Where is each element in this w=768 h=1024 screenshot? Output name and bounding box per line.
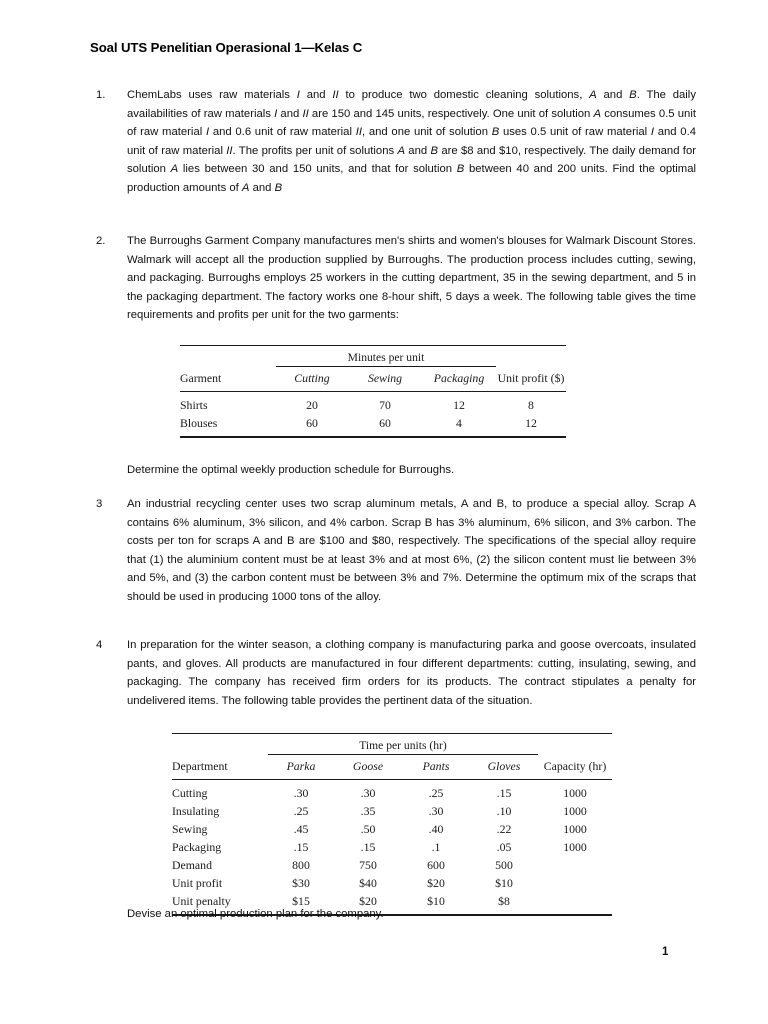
row-label-packaging: Packaging	[172, 840, 222, 854]
cell-insulating-pants: .30	[428, 804, 444, 818]
item-number: 3	[96, 498, 103, 510]
cell-unit-penalty-pants: $10	[402, 893, 470, 916]
cell-unit-penalty-goose: $20	[334, 893, 402, 916]
empty-cell	[180, 346, 276, 367]
cell-sewing-parka: .45	[293, 822, 309, 836]
table-row	[180, 392, 566, 415]
item-number: 4	[96, 639, 103, 651]
cell-unit-penalty-parka: $15	[268, 893, 334, 916]
empty-cell	[538, 734, 612, 755]
row-label-insulating: Insulating	[172, 804, 220, 818]
cell-demand-pants: 600	[427, 858, 445, 872]
row-label-sewing: Sewing	[172, 822, 208, 836]
cell-insulating-parka: .25	[293, 804, 309, 818]
cell-unit-profit-parka: $30	[292, 876, 310, 890]
row-label-demand: Demand	[172, 858, 212, 872]
cell-blouses-packaging: 4	[422, 415, 496, 438]
column-header-garment: Garment	[180, 367, 276, 392]
column-header-packaging: Packaging	[422, 367, 496, 392]
question-item-2	[96, 232, 696, 325]
cell-packaging-pants: .1	[431, 840, 441, 854]
table-group-header-row	[180, 346, 566, 367]
cell-demand-capacity	[538, 857, 612, 875]
column-header-parka: Parka	[268, 755, 334, 780]
cell-packaging-capacity: 1000	[563, 840, 587, 854]
item-number: 1.	[96, 89, 106, 101]
cell-sewing-goose: .50	[360, 822, 376, 836]
page-number: 1	[662, 946, 669, 958]
cell-demand-goose: 750	[359, 858, 377, 872]
question-item-1	[96, 86, 696, 198]
item-text: The Burroughs Garment Company manufactures men's shirts and women's blouses for Walmark Discount Stores. Walmark will accept all the production supplied by Burroughs. The production process includes cutting, sewing, and packaging. Burroughs employs 25 workers in the cutting department, 35 in the sewing department, and 5 in the packaging department. The factory works one 8-hour shift, 5 days a week. The following table gives the time requirements and profits per unit for the two garments:	[127, 235, 696, 322]
column-header-goose: Goose	[334, 755, 402, 780]
table-row	[172, 857, 612, 875]
cell-sewing-capacity: 1000	[563, 822, 587, 836]
cell-insulating-goose: .35	[360, 804, 376, 818]
page-title: Soal UTS Penelitian Operasional 1—Kelas C	[90, 40, 363, 55]
cell-insulating-capacity: 1000	[563, 804, 587, 818]
cell-demand-gloves: 500	[495, 858, 513, 872]
cell-cutting-pants: .25	[428, 786, 444, 800]
cell-cutting-capacity: 1000	[563, 786, 587, 800]
table-row	[172, 875, 612, 893]
cell-sewing-gloves: .22	[496, 822, 512, 836]
followup-text-after-table2: Devise an optimal production plan for the company.	[127, 908, 384, 920]
item-number: 2.	[96, 235, 106, 247]
row-label-unit-profit: Unit profit	[172, 876, 223, 890]
cell-shirts-sewing: 70	[379, 398, 391, 412]
cell-unit-penalty-gloves: $8	[470, 893, 538, 916]
cell-cutting-gloves: .15	[496, 786, 512, 800]
cell-blouses-profit: 12	[496, 415, 566, 438]
cell-cutting-parka: .30	[293, 786, 309, 800]
cell-unit-profit-pants: $20	[427, 876, 445, 890]
cell-packaging-goose: .15	[360, 840, 376, 854]
question-item-3	[96, 495, 696, 607]
row-label-cutting: Cutting	[172, 786, 208, 800]
cell-unit-profit-gloves: $10	[495, 876, 513, 890]
column-header-cutting: Cutting	[276, 367, 348, 392]
empty-cell	[496, 346, 566, 367]
cell-unit-profit-goose: $40	[359, 876, 377, 890]
cell-unit-profit-capacity	[538, 875, 612, 893]
row-label-unit-penalty: Unit penalty	[172, 893, 268, 916]
cell-insulating-gloves: .10	[496, 804, 512, 818]
garment-minutes-table	[180, 345, 566, 438]
column-header-pants: Pants	[402, 755, 470, 780]
table-row	[172, 780, 612, 803]
table-row	[180, 415, 566, 438]
row-label-shirts: Shirts	[180, 398, 208, 412]
cell-shirts-cutting: 20	[306, 398, 318, 412]
column-header-unit-profit: Unit profit ($)	[496, 367, 566, 392]
cell-shirts-profit: 8	[528, 398, 534, 412]
cell-blouses-cutting: 60	[276, 415, 348, 438]
table-header-row	[172, 755, 612, 780]
followup-text-after-table1: Determine the optimal weekly production schedule for Burroughs.	[127, 464, 455, 476]
table-group-header-row	[172, 734, 612, 755]
cell-shirts-packaging: 12	[453, 398, 465, 412]
cell-packaging-gloves: .05	[496, 840, 512, 854]
question-item-4	[96, 636, 696, 710]
empty-cell	[172, 734, 268, 755]
column-header-capacity: Capacity (hr)	[538, 755, 612, 780]
table-row	[172, 821, 612, 839]
column-header-sewing: Sewing	[348, 367, 422, 392]
item-text: ChemLabs uses raw materials I and II to produce two domestic cleaning solutions, A and B. The daily availabilities of raw materials I and II are 150 and 145 units, respectively. One unit of solution A consumes 0.5 unit of raw material I and 0.6 unit of raw material II, and one unit of solution B uses 0.5 unit of raw material I and 0.4 unit of raw material II. The profits per unit of solutions A and B are $8 and $10, respectively. The daily demand for solution A lies between 30 and 150 units, and that for solution B between 40 and 200 units. Find the optimal production amounts of A and B	[127, 89, 697, 194]
row-label-blouses: Blouses	[180, 415, 276, 438]
cell-blouses-sewing: 60	[348, 415, 422, 438]
group-header-minutes-per-unit: Minutes per unit	[276, 346, 496, 367]
table-row	[172, 803, 612, 821]
cell-demand-parka: 800	[292, 858, 310, 872]
cell-unit-penalty-capacity	[538, 893, 612, 916]
table-row	[172, 839, 612, 857]
cell-cutting-goose: .30	[360, 786, 376, 800]
item-text: An industrial recycling center uses two scrap aluminum metals, A and B, to produce a special alloy. Scrap A contains 6% aluminum, 3% silicon, and 4% carbon. Scrap B has 3% aluminum, 6% silicon, and 3% carbon. The costs per ton for scraps A and B are $100 and $80, respectively. The specifications of the special alloy require that (1) the aluminium content must be at least 3% and at most 6%, (2) the silicon content must lie between 3% and 5%, and (3) the carbon content must be between 3% and 7%. Determine the optimum mix of the scraps that should be used in producing 1000 tons of the alloy.	[127, 498, 696, 603]
column-header-gloves: Gloves	[470, 755, 538, 780]
table-header-row	[180, 367, 566, 392]
cell-sewing-pants: .40	[428, 822, 444, 836]
group-header-time-per-units: Time per units (hr)	[268, 734, 538, 755]
cell-packaging-parka: .15	[293, 840, 309, 854]
department-time-table	[172, 733, 612, 916]
item-text: In preparation for the winter season, a clothing company is manufacturing parka and goose overcoats, insulated pants, and gloves. All products are manufactured in four different departments: cutting, insulating, sewing, and packaging. The company has received firm orders for its products. The contract stipulates a penalty for undelivered items. The following table provides the pertinent data of the situation.	[127, 639, 696, 707]
column-header-department: Department	[172, 755, 268, 780]
